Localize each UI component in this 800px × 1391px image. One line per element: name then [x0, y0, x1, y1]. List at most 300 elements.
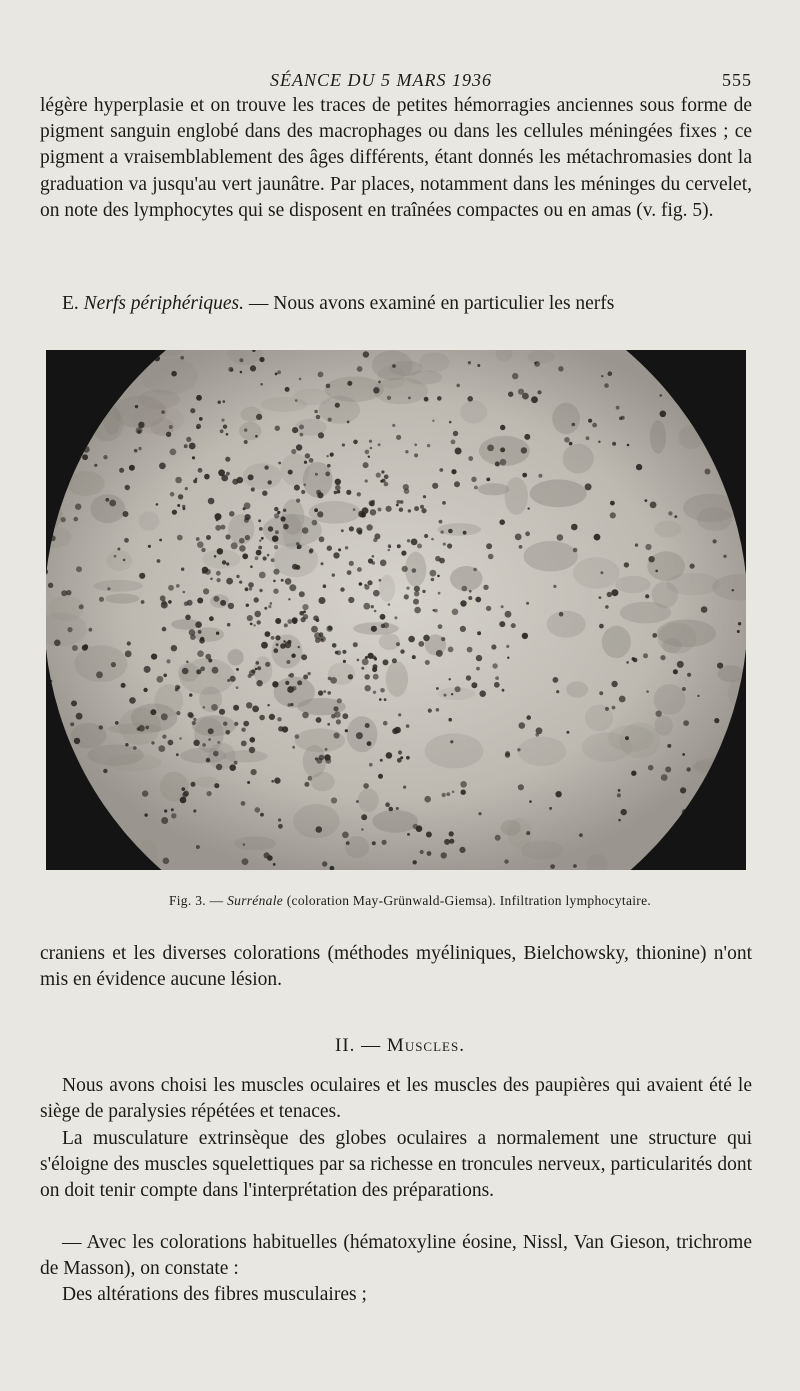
cell-nucleus: [499, 519, 505, 525]
cell-nucleus: [468, 456, 473, 461]
cell-nucleus: [145, 726, 149, 730]
cell-nucleus: [304, 461, 307, 464]
cell-nucleus: [549, 807, 552, 810]
tissue-patch: [228, 649, 244, 665]
cell-nucleus: [259, 715, 265, 721]
cell-nucleus: [683, 720, 689, 726]
cell-nucleus: [291, 449, 296, 454]
cell-nucleus: [363, 462, 369, 468]
tissue-patch: [547, 611, 586, 638]
cell-nucleus: [305, 453, 310, 458]
cell-nucleus: [119, 468, 124, 473]
cell-nucleus: [281, 516, 286, 521]
cell-nucleus: [368, 456, 370, 458]
cell-nucleus: [399, 508, 403, 512]
cell-nucleus: [216, 519, 219, 522]
caption-text: (coloration May-Grünwald-Giemsa). Infiltration lymphocytaire.: [286, 893, 652, 908]
cell-nucleus: [682, 753, 685, 756]
cell-nucleus: [182, 668, 189, 675]
cell-nucleus: [486, 543, 492, 549]
cell-nucleus: [660, 394, 663, 397]
cell-nucleus: [392, 424, 395, 427]
figure-caption: [100, 893, 720, 909]
cell-nucleus: [209, 616, 214, 621]
tissue-patch: [615, 576, 650, 593]
cell-nucleus: [176, 584, 180, 588]
cell-nucleus: [500, 459, 507, 466]
cell-nucleus: [296, 444, 302, 450]
cell-nucleus: [272, 681, 278, 687]
cell-nucleus: [285, 681, 289, 685]
cell-nucleus: [294, 485, 300, 491]
cell-nucleus: [223, 425, 227, 429]
cell-nucleus: [322, 861, 327, 866]
cell-nucleus: [254, 611, 261, 618]
cell-nucleus: [125, 651, 132, 658]
cell-nucleus: [198, 630, 202, 634]
cell-nucleus: [255, 807, 261, 813]
cell-nucleus: [99, 725, 103, 729]
cell-nucleus: [82, 454, 88, 460]
cell-nucleus: [249, 670, 255, 676]
cell-nucleus: [431, 578, 435, 582]
cell-nucleus: [388, 603, 391, 606]
cell-nucleus: [356, 732, 363, 739]
cell-nucleus: [262, 491, 267, 496]
cell-nucleus: [236, 668, 239, 671]
cell-nucleus: [94, 464, 97, 467]
cell-nucleus: [392, 658, 397, 663]
cell-nucleus: [114, 555, 117, 558]
tissue-patch: [552, 403, 580, 434]
cell-nucleus: [328, 677, 332, 681]
cell-nucleus: [183, 591, 186, 594]
cell-nucleus: [371, 626, 377, 632]
tissue-patch: [505, 477, 528, 515]
cell-nucleus: [121, 683, 126, 688]
cell-nucleus: [432, 483, 438, 489]
cell-nucleus: [396, 435, 401, 440]
cell-nucleus: [437, 396, 442, 401]
paragraph-colorations: — Avec les colorations habituelles (hématoxyline éosine, Nissl, Van Gieson, trichrome de Masson), on constate :: [40, 1232, 752, 1280]
cell-nucleus: [450, 740, 453, 743]
cell-nucleus: [211, 704, 218, 711]
cell-nucleus: [438, 624, 443, 629]
cell-nucleus: [424, 397, 429, 402]
cell-nucleus: [610, 512, 616, 518]
cell-nucleus: [70, 722, 74, 726]
cell-nucleus: [526, 602, 529, 605]
cell-nucleus: [79, 604, 84, 609]
cell-nucleus: [512, 373, 518, 379]
cell-nucleus: [205, 654, 211, 660]
tissue-patch: [419, 353, 449, 373]
cell-nucleus: [517, 748, 520, 751]
cell-nucleus: [315, 473, 318, 476]
cell-nucleus: [430, 570, 437, 577]
cell-nucleus: [427, 851, 432, 856]
cell-nucleus: [380, 560, 387, 567]
cell-nucleus: [412, 655, 416, 659]
cell-nucleus: [243, 507, 246, 510]
cell-nucleus: [230, 676, 236, 682]
cell-nucleus: [687, 673, 691, 677]
cell-nucleus: [713, 539, 717, 543]
cell-nucleus: [248, 582, 254, 588]
cell-nucleus: [166, 432, 171, 437]
cell-nucleus: [373, 674, 379, 680]
cell-nucleus: [217, 741, 220, 744]
cell-nucleus: [288, 470, 293, 475]
cell-nucleus: [508, 392, 513, 397]
cell-nucleus: [196, 426, 199, 429]
cell-nucleus: [381, 624, 385, 628]
cell-nucleus: [353, 642, 358, 647]
cell-nucleus: [318, 372, 324, 378]
cell-nucleus: [218, 401, 221, 404]
cell-nucleus: [261, 537, 264, 540]
cell-nucleus: [610, 501, 615, 506]
cell-nucleus: [632, 657, 636, 661]
cell-nucleus: [723, 555, 726, 558]
cell-nucleus: [181, 568, 184, 571]
cell-nucleus: [175, 477, 182, 484]
cell-nucleus: [226, 562, 229, 565]
cell-nucleus: [274, 507, 278, 511]
cell-nucleus: [255, 556, 259, 560]
cell-nucleus: [557, 534, 564, 541]
cell-nucleus: [179, 737, 182, 740]
cell-nucleus: [278, 818, 281, 821]
cell-nucleus: [76, 566, 82, 572]
cell-nucleus: [401, 551, 406, 556]
paragraph-nerfs-text: — Nous avons examiné en particulier les nerfs: [248, 293, 615, 314]
cell-nucleus: [171, 813, 176, 818]
cell-nucleus: [159, 463, 166, 470]
cell-nucleus: [347, 421, 350, 424]
cell-nucleus: [483, 585, 488, 590]
cell-nucleus: [505, 752, 510, 757]
cell-nucleus: [444, 839, 450, 845]
cell-nucleus: [537, 390, 541, 394]
cell-nucleus: [177, 535, 183, 541]
cell-nucleus: [436, 708, 440, 712]
cell-nucleus: [220, 600, 226, 606]
cell-nucleus: [526, 715, 531, 720]
cell-nucleus: [477, 364, 480, 367]
tissue-patch: [563, 444, 594, 474]
cell-nucleus: [558, 366, 563, 371]
cell-nucleus: [627, 444, 630, 447]
cell-nucleus: [234, 722, 238, 726]
tissue-patch: [460, 400, 487, 423]
tissue-patch: [303, 745, 326, 777]
cell-nucleus: [252, 706, 259, 713]
cell-nucleus: [374, 533, 380, 539]
cell-nucleus: [72, 645, 78, 651]
cell-nucleus: [357, 659, 360, 662]
tissue-patch: [94, 580, 143, 592]
tissue-patch: [319, 396, 360, 424]
cell-nucleus: [275, 530, 279, 534]
cell-nucleus: [331, 797, 337, 803]
cell-nucleus: [127, 641, 131, 645]
cell-nucleus: [656, 711, 662, 717]
cell-nucleus: [573, 548, 578, 553]
cell-nucleus: [135, 405, 138, 408]
cell-nucleus: [283, 640, 285, 642]
cell-nucleus: [299, 378, 302, 381]
cell-nucleus: [345, 729, 348, 732]
cell-nucleus: [536, 727, 543, 734]
cell-nucleus: [138, 447, 141, 450]
cell-nucleus: [225, 457, 230, 462]
cell-nucleus: [528, 507, 530, 509]
cell-nucleus: [599, 691, 603, 695]
cell-nucleus: [210, 578, 213, 581]
cell-nucleus: [342, 713, 348, 719]
cell-nucleus: [283, 509, 286, 512]
cell-nucleus: [361, 814, 367, 820]
cell-nucleus: [277, 717, 281, 721]
cell-nucleus: [645, 544, 651, 550]
cell-nucleus: [258, 519, 261, 522]
subsection-title: Nerfs périphériques.: [83, 293, 244, 314]
cell-nucleus: [239, 581, 242, 584]
cell-nucleus: [260, 383, 263, 386]
cell-nucleus: [318, 690, 323, 695]
cell-nucleus: [319, 636, 325, 642]
cell-nucleus: [414, 607, 421, 614]
tissue-patch: [254, 656, 273, 684]
cell-nucleus: [348, 674, 353, 679]
cell-nucleus: [157, 676, 164, 683]
cell-nucleus: [617, 793, 621, 797]
cell-nucleus: [655, 570, 658, 573]
cell-nucleus: [592, 423, 597, 428]
cell-nucleus: [221, 419, 224, 422]
cell-nucleus: [460, 626, 466, 632]
cell-nucleus: [255, 435, 258, 438]
cell-nucleus: [105, 498, 109, 502]
cell-nucleus: [259, 527, 263, 531]
cell-nucleus: [435, 556, 441, 562]
cell-nucleus: [254, 597, 259, 602]
cell-nucleus: [83, 644, 88, 649]
cell-nucleus: [327, 546, 332, 551]
cell-nucleus: [197, 598, 203, 604]
cell-nucleus: [292, 617, 298, 623]
cell-nucleus: [714, 718, 719, 723]
cell-nucleus: [559, 612, 564, 617]
cell-nucleus: [244, 428, 247, 431]
cell-nucleus: [193, 740, 199, 746]
cell-nucleus: [486, 478, 490, 482]
cell-nucleus: [444, 694, 447, 697]
cell-nucleus: [166, 659, 170, 663]
cell-nucleus: [425, 660, 430, 665]
cell-nucleus: [406, 756, 410, 760]
cell-nucleus: [397, 758, 402, 763]
cell-nucleus: [439, 468, 443, 472]
cell-nucleus: [321, 562, 324, 565]
cell-nucleus: [440, 530, 443, 533]
tissue-patch: [518, 737, 566, 766]
cell-nucleus: [273, 580, 276, 583]
cell-nucleus: [383, 659, 389, 665]
cell-nucleus: [115, 721, 119, 725]
cell-nucleus: [164, 809, 167, 812]
cell-nucleus: [287, 619, 292, 624]
cell-nucleus: [333, 552, 339, 558]
cell-nucleus: [171, 645, 177, 651]
cell-nucleus: [217, 578, 221, 582]
cell-nucleus: [397, 544, 401, 548]
cell-nucleus: [129, 465, 135, 471]
cell-nucleus: [424, 534, 428, 538]
cell-nucleus: [525, 531, 530, 536]
cell-nucleus: [251, 487, 255, 491]
cell-nucleus: [246, 702, 252, 708]
cell-nucleus: [356, 527, 362, 533]
cell-nucleus: [431, 538, 434, 541]
cell-nucleus: [386, 752, 393, 759]
cell-nucleus: [618, 819, 621, 822]
cell-nucleus: [168, 740, 174, 746]
cell-nucleus: [361, 667, 364, 670]
cell-nucleus: [259, 589, 262, 592]
tissue-patch: [379, 633, 400, 650]
tissue-patch: [524, 541, 578, 571]
cell-nucleus: [400, 500, 404, 504]
section-heading: [0, 1035, 800, 1057]
cell-nucleus: [71, 700, 77, 706]
cell-nucleus: [156, 503, 159, 506]
cell-nucleus: [267, 704, 269, 706]
cell-nucleus: [369, 440, 372, 443]
cell-nucleus: [186, 661, 189, 664]
cell-nucleus: [491, 644, 496, 649]
tissue-patch: [573, 557, 620, 588]
cell-nucleus: [264, 852, 270, 858]
tissue-patch: [478, 483, 510, 495]
cell-nucleus: [604, 383, 609, 388]
cell-nucleus: [163, 858, 170, 865]
cell-nucleus: [436, 687, 439, 690]
cell-nucleus: [357, 366, 363, 372]
cell-nucleus: [255, 668, 257, 670]
cell-nucleus: [380, 759, 383, 762]
cell-nucleus: [737, 630, 740, 633]
paragraph-meninges: légère hyperplasie et on trouve les traces de petites hémorragies anciennes sous forme de pigment sanguin englobé dans des macrophages ou dans les cellules méningées fixes ; ce pigment a vraisemblablement des âges différents, étant donnés les métachromasies dont la graduation va jusqu'au vert jaunâtre. Par places, notamment dans les méninges du cervelet, on note des lymphocytes qui se disposent en traînées compactes ou en amas (v. fig. 5).: [40, 95, 752, 221]
cell-nucleus: [518, 784, 524, 790]
cell-nucleus: [434, 609, 438, 613]
cell-nucleus: [468, 596, 472, 600]
cell-nucleus: [376, 473, 381, 478]
cell-nucleus: [674, 515, 677, 518]
cell-nucleus: [479, 690, 486, 697]
cell-nucleus: [303, 610, 306, 613]
cell-nucleus: [241, 741, 247, 747]
cell-nucleus: [612, 442, 616, 446]
cell-nucleus: [247, 615, 253, 621]
cell-nucleus: [586, 436, 590, 440]
cell-nucleus: [507, 657, 509, 659]
cell-nucleus: [260, 813, 264, 817]
cell-nucleus: [193, 809, 196, 812]
cell-nucleus: [316, 619, 320, 623]
cell-nucleus: [519, 722, 526, 729]
cell-nucleus: [373, 590, 380, 597]
cell-nucleus: [319, 597, 326, 604]
cell-nucleus: [385, 802, 390, 807]
cell-nucleus: [161, 410, 165, 414]
cell-nucleus: [335, 485, 341, 491]
cell-nucleus: [564, 437, 570, 443]
cell-nucleus: [454, 481, 460, 487]
cell-nucleus: [427, 444, 430, 447]
cell-nucleus: [190, 634, 196, 640]
cell-nucleus: [372, 561, 376, 565]
cell-nucleus: [646, 690, 649, 693]
cell-nucleus: [467, 647, 473, 653]
cell-nucleus: [373, 691, 376, 694]
cell-nucleus: [301, 490, 305, 494]
caption-prefix: Fig. 3. —: [168, 893, 224, 908]
cell-nucleus: [353, 440, 358, 445]
cell-nucleus: [417, 544, 422, 549]
cell-nucleus: [170, 449, 177, 456]
cell-nucleus: [369, 501, 374, 506]
cell-nucleus: [302, 527, 309, 534]
cell-nucleus: [501, 605, 504, 608]
cell-nucleus: [697, 695, 699, 697]
cell-nucleus: [555, 791, 561, 797]
cell-nucleus: [448, 529, 453, 534]
cell-nucleus: [208, 738, 211, 741]
cell-nucleus: [192, 456, 195, 459]
cell-nucleus: [265, 662, 270, 667]
cell-nucleus: [534, 362, 536, 364]
cell-nucleus: [185, 615, 191, 621]
cell-nucleus: [398, 750, 402, 754]
cell-nucleus: [340, 587, 344, 591]
cell-nucleus: [163, 674, 167, 678]
cell-nucleus: [288, 674, 291, 677]
cell-nucleus: [307, 672, 310, 675]
cell-nucleus: [144, 813, 147, 816]
cell-nucleus: [341, 529, 344, 532]
cell-nucleus: [227, 623, 231, 627]
cell-nucleus: [61, 517, 66, 522]
cell-nucleus: [193, 718, 196, 721]
cell-nucleus: [404, 594, 409, 599]
cell-nucleus: [288, 598, 290, 600]
cell-nucleus: [605, 605, 609, 609]
cell-nucleus: [278, 462, 281, 465]
cell-nucleus: [349, 526, 354, 531]
cell-nucleus: [316, 717, 322, 723]
cell-nucleus: [495, 462, 500, 467]
cell-nucleus: [259, 357, 264, 362]
cell-nucleus: [717, 663, 723, 669]
cell-nucleus: [361, 828, 363, 830]
cell-nucleus: [335, 403, 340, 408]
cell-nucleus: [378, 774, 383, 779]
cell-nucleus: [253, 624, 255, 626]
cell-nucleus: [275, 426, 280, 431]
cell-nucleus: [573, 864, 577, 868]
